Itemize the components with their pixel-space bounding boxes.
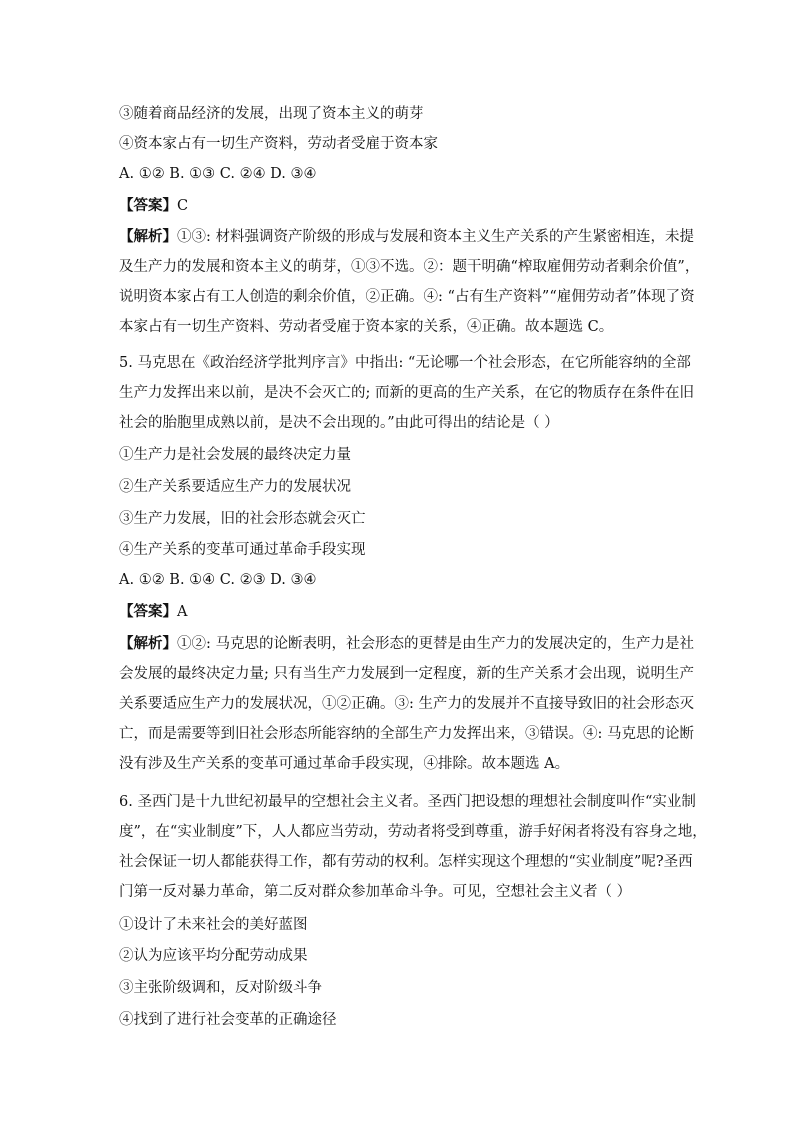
- q6-option-2: ②认为应该平均分配劳动成果: [119, 948, 308, 964]
- analysis-line: 没有涉及生产关系的变革可通过革命手段实现，④排除。故本题选 A。: [119, 756, 570, 772]
- analysis-line: 及生产力的发展和资本主义的萌芽，①③不选。②：题干明确“榨取雇佣劳动者剩余价值”，: [119, 259, 700, 275]
- q5-choices: A. ①② B. ①④ C. ②③ D. ③④: [119, 572, 317, 588]
- answer-value: A: [177, 604, 188, 620]
- answer-label: 【答案】: [119, 603, 177, 620]
- stem-line: 生产力发挥出来以前，是决不会灭亡的; 而新的更高的生产关系，在它的物质存在条件在旧: [119, 385, 694, 401]
- answer-label: 【答案】: [119, 197, 177, 214]
- analysis-label: 【解析】: [119, 635, 177, 652]
- q6-stem: [119, 787, 707, 907]
- q4-option-3: ③随着商品经济的发展，出现了资本主义的萌芽: [119, 106, 424, 122]
- stem-line: 6. 圣西门是十九世纪初最早的空想社会主义者。圣西门把设想的理想社会制度叫作“实业制: [119, 794, 696, 810]
- analysis-line: 说明资本家占有工人创造的剩余价值，②正确。④: “占有生产资料”“雇佣劳动者”体现了资: [119, 289, 695, 305]
- stem-line: 5. 马克思在《政治经济学批判序言》中指出: “无论哪一个社会形态，在它所能容纳的全部: [119, 355, 691, 371]
- analysis-line: 会发展的最终决定力量; 只有当生产力发展到一定程度，新的生产关系才会出现，说明生产: [119, 666, 694, 682]
- q5-analysis: [119, 629, 694, 779]
- q4-choices: A. ①② B. ①③ C. ②④ D. ③④: [119, 166, 317, 182]
- q5-option-2: ②生产关系要适应生产力的发展状况: [119, 479, 351, 495]
- analysis-label: 【解析】: [119, 228, 177, 245]
- q5-option-4: ④生产关系的变革可通过革命手段实现: [119, 542, 366, 558]
- q4-answer: [119, 196, 188, 216]
- q5-stem: [119, 348, 694, 438]
- analysis-line: 本家占有一切生产资料、劳动者受雇于资本家的关系，④正确。故本题选 C。: [119, 319, 614, 335]
- analysis-line: 【解析】①②: 马克思的论断表明，社会形态的更替是由生产力的发展决定的，生产力是社: [119, 635, 694, 652]
- q5-answer: [119, 602, 187, 622]
- q5-option-3: ③生产力发展，旧的社会形态就会灭亡: [119, 511, 366, 527]
- analysis-line: 【解析】①③: 材料强调资产阶级的形成与发展和资本主义生产关系的产生紧密相连，未提: [119, 228, 694, 245]
- stem-line: 社会保证一切人都能获得工作，都有劳动的权利。怎样实现这个理想的“实业制度”呢?圣西: [119, 854, 693, 870]
- analysis-line: 关系要适应生产力的发展状况，①②正确。③: 生产力的发展并不直接导致旧的社会形态灭: [119, 696, 694, 712]
- stem-line: 度”，在“实业制度”下，人人都应当劳动，劳动者将受到尊重，游手好闲者将没有容身之地，: [119, 824, 707, 840]
- q4-analysis: [119, 222, 700, 342]
- q4-option-4: ④资本家占有一切生产资料，劳动者受雇于资本家: [119, 136, 438, 152]
- q6-option-4: ④找到了进行社会变革的正确途径: [119, 1012, 337, 1028]
- answer-value: C: [177, 198, 189, 214]
- q6-option-1: ①设计了未来社会的美好蓝图: [119, 917, 308, 933]
- stem-line: 社会的胎胞里成熟以前，是决不会出现的。”由此可得出的结论是（ ）: [119, 415, 559, 431]
- q5-option-1: ①生产力是社会发展的最终决定力量: [119, 447, 351, 463]
- stem-line: 门第一反对暴力革命，第二反对群众参加革命斗争。可见，空想社会主义者（ ）: [119, 884, 632, 900]
- analysis-line: 亡，而是需要等到旧社会形态所能容纳的全部生产力发挥出来，③错误。④: 马克思的论断: [119, 726, 694, 742]
- q6-option-3: ③主张阶级调和，反对阶级斗争: [119, 980, 322, 996]
